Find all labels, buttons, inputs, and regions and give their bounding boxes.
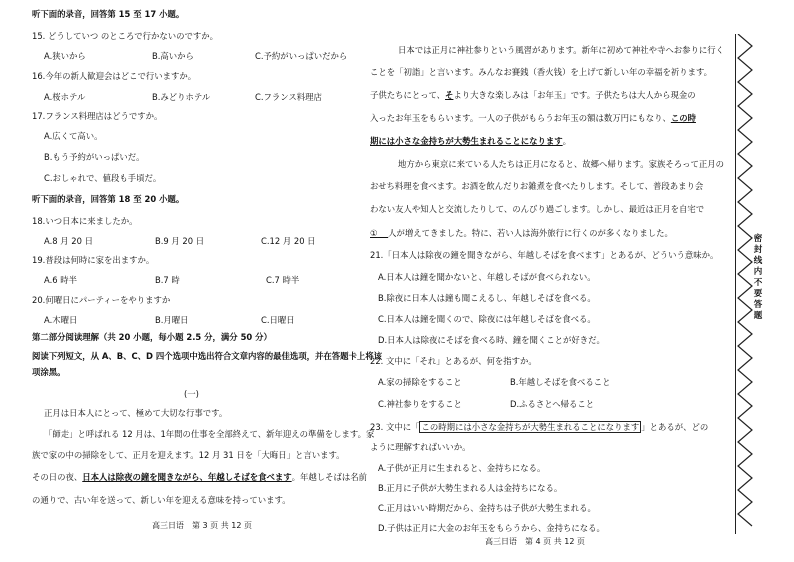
question-19: 19.普段は何時に家を出ますか。 <box>32 255 155 265</box>
seal-char: 不 <box>753 278 763 288</box>
question-20: 20.何曜日にパーティーをやりますか <box>32 295 171 305</box>
q21-option-c: C.日本人は鐘を聞くので、除夜には年越しそばを食べる。 <box>378 314 596 324</box>
blank-1: ① <box>370 228 378 238</box>
q21-option-d: D.日本人は除夜にそばを食べる時、鐘を聞くことが好きだ。 <box>378 335 605 345</box>
question-21: 21.「日本人は除夜の鐘を聞きながら、年越しそばを食べます」とあるが、どういう意味か。 <box>370 250 719 260</box>
passage-right-line-6: 地方から東京に来ている人たちは正月になると、故郷へ帰ります。家族そろって正月の <box>398 159 724 169</box>
seal-line-notice <box>751 234 765 322</box>
passage-line-2: 「師走」と呼ばれる 12 月は、1年間の仕事を全部終えて、新年迎えの準備をします。家 <box>44 429 375 439</box>
underlined-kanemochi: 期には小さな金持ちが大勢生まれることになります <box>370 136 563 146</box>
passage-right-line-3: 子供たちにとって、そより大きな楽しみは「お年玉」です。子供たちは大人から現金の <box>370 90 696 100</box>
underlined-sore: そ <box>445 90 454 100</box>
passage-line-5: の通りで、古い年を送って、新しい年を迎える意味を持っています。 <box>32 495 291 505</box>
question-23: 23. 文中に「 この時期には小さな金持ちが大勢生まれることになります 」とあるが、どの <box>370 422 709 432</box>
part2-instructions-2: 项涂黑。 <box>32 367 66 377</box>
q15-option-c: C.予約がいっぱいだから <box>255 51 348 61</box>
q23-option-b: B.正月に子供が大勢生まれる人は金持ちになる。 <box>378 483 563 493</box>
page-footer-left: 高三日语 第 3 页 共 12 页 <box>152 521 252 530</box>
passage-line-4: その日の夜、日本人は除夜の鐘を聞きながら、年越しそばを食べます。年越しそばは名前 <box>32 472 367 482</box>
section-intro-2: 听下面的录音，回答第 18 至 20 小题。 <box>32 194 185 204</box>
passage-line-3: 族で家の中の掃除をして、正月を迎えます。12 月 31 日を「大晦日」と言います。 <box>32 450 345 460</box>
q16-option-b: B.みどりホテル <box>152 92 211 102</box>
seal-char: 线 <box>753 256 763 266</box>
q18-option-a: A.8 月 20 日 <box>44 236 93 246</box>
passage-right-line-7: おせち料理を食べます。お酒を飲んだりお雑煮を食べたりします。そして、普段あまり会 <box>370 181 704 191</box>
passage-right-line-9: ① 人が増えてきました。特に、若い人は海外旅行に行くのが多くなりました。 <box>370 228 673 238</box>
q22-option-d: D.ふるさとへ帰ること <box>510 399 595 409</box>
q17-option-c: C.おしゃれで、値段も手頃だ。 <box>44 173 162 183</box>
q16-option-c: C.フランス料理店 <box>255 92 322 102</box>
q20-option-c: C.日曜日 <box>261 315 295 325</box>
q20-option-b: B.月曜日 <box>155 315 189 325</box>
question-17: 17.フランス料理店はどうですか。 <box>32 111 163 121</box>
q19-option-a: A.6 時半 <box>44 275 77 285</box>
q19-option-c: C.7 時半 <box>266 275 300 285</box>
q19-option-b: B.7 時 <box>155 275 180 285</box>
q18-option-c: C.12 月 20 日 <box>261 236 316 246</box>
seal-char: 内 <box>753 267 763 277</box>
q22-option-b: B.年越しそばを食べること <box>510 377 611 387</box>
question-15: 15. どうしていつ のところで行かないのですか。 <box>32 31 219 41</box>
q21-option-b: B.除夜に日本人は鐘も聞こえるし、年越しそばを食べる。 <box>378 293 596 303</box>
q18-option-b: B.9 月 20 日 <box>155 236 205 246</box>
seal-char: 要 <box>753 289 763 299</box>
part2-title: 第二部分阅读理解（共 20 小题，每小题 2.5 分，满分 50 分） <box>32 332 272 342</box>
question-22: 22. 文中に「それ」とあるが、何を指すか。 <box>370 356 537 366</box>
passage-paragraph-1: 正月は日本人にとって、極めて大切な行事です。 <box>44 408 228 418</box>
q21-option-a: A.日本人は鐘を聞かないと、年越しそばが食べられない。 <box>378 272 596 282</box>
question-23-line-2: ように理解すればいいか。 <box>370 442 471 452</box>
q16-option-a: A.桜ホテル <box>44 92 86 102</box>
seal-char: 密 <box>753 234 763 244</box>
passage-number: (一) <box>184 389 199 399</box>
q22-option-a: A.家の掃除をすること <box>378 377 462 387</box>
q15-option-a: A.狭いから <box>44 51 86 61</box>
underlined-sentence: 日本人は除夜の鐘を聞きながら、年越しそばを食べます <box>82 472 292 482</box>
q17-option-b: B.もう予約がいっぱいだ。 <box>44 152 145 162</box>
page-footer-right: 高三日语 第 4 页 共 12 页 <box>485 537 585 546</box>
part2-instructions-1: 阅读下列短文，从 A、B、C、D 四个选项中选出符合文章内容的最佳选项，并在答题卡上将该 <box>32 351 383 361</box>
q23-option-c: C.正月はいい時期だから、金持ちは子供が大勢生まれる。 <box>378 503 596 513</box>
question-16: 16.今年の新人歓迎会はどこで行いますか。 <box>32 71 197 81</box>
seal-char: 题 <box>753 311 763 321</box>
passage-right-line-2: ことを「初詣」と言います。みんなお賽銭（香火钱）を上げて新しい年の幸福を祈ります。 <box>370 67 713 77</box>
q23-option-d: D.子供は正月に大金のお年玉をもらうから、金持ちになる。 <box>378 523 605 533</box>
seal-char: 答 <box>753 300 763 310</box>
seal-char: 封 <box>753 245 763 255</box>
q20-option-a: A.木曜日 <box>44 315 78 325</box>
q17-option-a: A.広くて高い。 <box>44 131 103 141</box>
boxed-quote: この時期には小さな金持ちが大勢生まれることになります <box>421 422 640 432</box>
q23-option-a: A.子供が正月に生まれると、金持ちになる。 <box>378 463 546 473</box>
passage-right-line-1: 日本では正月に神社参りという風習があります。新年に初めて神社や寺へお参りに行く <box>398 45 724 55</box>
section-intro-1: 听下面的录音，回答第 15 至 17 小题。 <box>32 9 185 19</box>
q22-option-c: C.神社参りをすること <box>378 399 462 409</box>
passage-right-line-8: わない友人や知人と交流したりして、のんびり過ごします。しかし、最近は正月を自宅で <box>370 204 705 214</box>
q15-option-b: B.高いから <box>152 51 194 61</box>
passage-right-line-4: 入ったお年玉をもらいます。一人の子供がもらうお年玉の額は数万円にもなり、この時 <box>370 113 696 123</box>
question-18: 18.いつ日本に来ましたか。 <box>32 216 138 226</box>
passage-right-line-5: 期には小さな金持ちが大勢生まれることになります。 <box>370 136 571 146</box>
